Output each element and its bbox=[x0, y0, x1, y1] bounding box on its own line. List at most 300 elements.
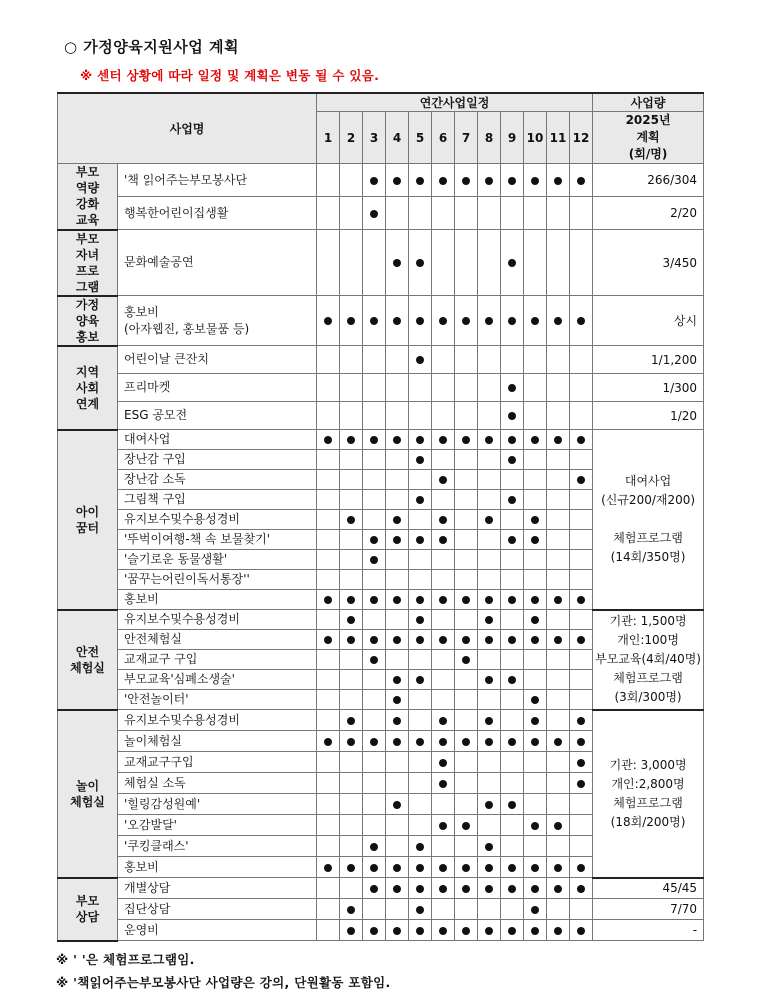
month-cell-4 bbox=[386, 374, 409, 402]
month-cell-10 bbox=[524, 815, 547, 836]
month-cell-3 bbox=[363, 430, 386, 450]
scheduled-dot-icon bbox=[347, 436, 355, 444]
scheduled-dot-icon bbox=[416, 356, 424, 364]
scheduled-dot-icon bbox=[416, 436, 424, 444]
volume-cell: 266/304 bbox=[593, 164, 704, 197]
category-label-line: 부모 bbox=[75, 894, 100, 908]
month-cell-5 bbox=[409, 296, 432, 346]
scheduled-dot-icon bbox=[531, 436, 539, 444]
scheduled-dot-icon bbox=[577, 476, 585, 484]
month-cell-3 bbox=[363, 794, 386, 815]
month-cell-10 bbox=[524, 164, 547, 197]
month-cell-4 bbox=[386, 490, 409, 510]
month-cell-7 bbox=[455, 230, 478, 296]
scheduled-dot-icon bbox=[485, 596, 493, 604]
program-name: 안전체험실 bbox=[124, 632, 182, 646]
month-cell-9 bbox=[501, 450, 524, 470]
scheduled-dot-icon bbox=[393, 696, 401, 704]
category-label-line: 역량 bbox=[75, 181, 100, 196]
scheduled-dot-icon bbox=[439, 636, 447, 644]
program-name-cell bbox=[118, 710, 317, 731]
month-cell-3 bbox=[363, 470, 386, 490]
month-cell-10 bbox=[524, 490, 547, 510]
program-name: 대여사업 bbox=[124, 432, 171, 446]
month-cell-1 bbox=[317, 710, 340, 731]
volume-line: (3회/300명) bbox=[614, 690, 682, 704]
program-name-cell bbox=[118, 794, 317, 815]
volume-subheader bbox=[593, 112, 704, 164]
month-cell-7 bbox=[455, 164, 478, 197]
scheduled-dot-icon bbox=[508, 536, 516, 544]
month-cell-9 bbox=[501, 690, 524, 710]
month-cell-12 bbox=[570, 570, 593, 590]
month-cell-1 bbox=[317, 430, 340, 450]
month-cell-3 bbox=[363, 731, 386, 752]
scheduled-dot-icon bbox=[577, 759, 585, 767]
program-name: 유지보수및수용성경비 bbox=[124, 612, 240, 626]
scheduled-dot-icon bbox=[439, 885, 447, 893]
month-cell-2 bbox=[340, 296, 363, 346]
month-cell-3 bbox=[363, 630, 386, 650]
month-cell-2 bbox=[340, 650, 363, 670]
month-cell-5 bbox=[409, 690, 432, 710]
scheduled-dot-icon bbox=[508, 676, 516, 684]
month-cell-3 bbox=[363, 899, 386, 920]
scheduled-dot-icon bbox=[531, 906, 539, 914]
month-cell-1 bbox=[317, 510, 340, 530]
month-cell-8 bbox=[478, 510, 501, 530]
scheduled-dot-icon bbox=[577, 177, 585, 185]
month-cell-6 bbox=[432, 899, 455, 920]
scheduled-dot-icon bbox=[577, 885, 585, 893]
month-cell-6 bbox=[432, 230, 455, 296]
scheduled-dot-icon bbox=[439, 927, 447, 935]
scheduled-dot-icon bbox=[508, 436, 516, 444]
scheduled-dot-icon bbox=[416, 177, 424, 185]
scheduled-dot-icon bbox=[370, 864, 378, 872]
category-cell bbox=[58, 710, 118, 878]
month-cell-3 bbox=[363, 530, 386, 550]
program-name-cell bbox=[118, 773, 317, 794]
program-name-cell bbox=[118, 402, 317, 430]
month-cell-6 bbox=[432, 430, 455, 450]
scheduled-dot-icon bbox=[324, 738, 332, 746]
month-cell-8 bbox=[478, 530, 501, 550]
month-cell-6 bbox=[432, 470, 455, 490]
month-cell-6 bbox=[432, 570, 455, 590]
month-cell-11 bbox=[547, 878, 570, 899]
month-cell-7 bbox=[455, 374, 478, 402]
program-name: 교재교구구입 bbox=[124, 754, 194, 769]
category-cell bbox=[58, 610, 118, 710]
month-cell-11 bbox=[547, 510, 570, 530]
month-cell-1 bbox=[317, 490, 340, 510]
category-cell bbox=[58, 296, 118, 346]
month-cell-11 bbox=[547, 230, 570, 296]
scheduled-dot-icon bbox=[439, 822, 447, 830]
month-cell-7 bbox=[455, 430, 478, 450]
month-cell-9 bbox=[501, 590, 524, 610]
scheduled-dot-icon bbox=[531, 177, 539, 185]
month-cell-5 bbox=[409, 773, 432, 794]
month-cell-6 bbox=[432, 374, 455, 402]
month-cell-3 bbox=[363, 710, 386, 731]
program-name: '뚜벅이여행-책 속 보물찾기' bbox=[124, 532, 271, 546]
scheduled-dot-icon bbox=[485, 927, 493, 935]
month-cell-11 bbox=[547, 490, 570, 510]
month-cell-3 bbox=[363, 510, 386, 530]
scheduled-dot-icon bbox=[416, 596, 424, 604]
scheduled-dot-icon bbox=[462, 436, 470, 444]
month-cell-9 bbox=[501, 899, 524, 920]
program-name: '책 읽어주는부모봉사단 bbox=[124, 172, 248, 187]
month-cell-6 bbox=[432, 731, 455, 752]
volume-cell: 7/70 bbox=[593, 899, 704, 920]
scheduled-dot-icon bbox=[416, 616, 424, 624]
category-label-line: 가정 bbox=[75, 297, 100, 312]
table-row bbox=[58, 296, 704, 346]
month-cell-10 bbox=[524, 857, 547, 878]
scheduled-dot-icon bbox=[508, 636, 516, 644]
scheduled-dot-icon bbox=[508, 317, 516, 325]
month-cell-9 bbox=[501, 794, 524, 815]
scheduled-dot-icon bbox=[577, 317, 585, 325]
month-cell-5 bbox=[409, 430, 432, 450]
month-cell-1 bbox=[317, 731, 340, 752]
month-cell-1 bbox=[317, 630, 340, 650]
category-label-line: 꿈터 bbox=[75, 520, 100, 535]
scheduled-dot-icon bbox=[485, 676, 493, 684]
month-cell-4 bbox=[386, 650, 409, 670]
month-cell-7 bbox=[455, 650, 478, 670]
month-cell-12 bbox=[570, 197, 593, 230]
month-cell-3 bbox=[363, 402, 386, 430]
month-cell-5 bbox=[409, 590, 432, 610]
scheduled-dot-icon bbox=[439, 536, 447, 544]
month-cell-10 bbox=[524, 920, 547, 941]
scheduled-dot-icon bbox=[485, 885, 493, 893]
month-cell-2 bbox=[340, 630, 363, 650]
volume-cell: - bbox=[593, 920, 704, 941]
scheduled-dot-icon bbox=[485, 317, 493, 325]
program-name: 교재교구 구입 bbox=[124, 652, 198, 666]
scheduled-dot-icon bbox=[416, 906, 424, 914]
volume-line: 개인:2,800명 bbox=[611, 776, 685, 791]
program-name: 홍보비 bbox=[124, 304, 159, 319]
month-cell-1 bbox=[317, 164, 340, 197]
scheduled-dot-icon bbox=[439, 596, 447, 604]
month-cell-2 bbox=[340, 590, 363, 610]
month-cell-11 bbox=[547, 470, 570, 490]
month-cell-7 bbox=[455, 752, 478, 773]
month-cell-10 bbox=[524, 346, 547, 374]
table-row bbox=[58, 402, 704, 430]
scheduled-dot-icon bbox=[416, 864, 424, 872]
category-label-line: 안전 bbox=[75, 644, 100, 659]
schedule-change-notice: ※ 센터 상황에 따라 일정 및 계획은 변동 될 수 있음. bbox=[80, 68, 380, 83]
month-cell-12 bbox=[570, 490, 593, 510]
month-cell-12 bbox=[570, 710, 593, 731]
month-cell-1 bbox=[317, 690, 340, 710]
month-cell-7 bbox=[455, 296, 478, 346]
category-label-line: 홍보 bbox=[75, 329, 100, 344]
scheduled-dot-icon bbox=[554, 927, 562, 935]
month-cell-1 bbox=[317, 815, 340, 836]
month-cell-4 bbox=[386, 794, 409, 815]
month-cell-7 bbox=[455, 920, 478, 941]
month-cell-1 bbox=[317, 794, 340, 815]
scheduled-dot-icon bbox=[462, 317, 470, 325]
month-cell-2 bbox=[340, 773, 363, 794]
month-cell-9 bbox=[501, 570, 524, 590]
scheduled-dot-icon bbox=[485, 843, 493, 851]
month-cell-12 bbox=[570, 296, 593, 346]
month-cell-5 bbox=[409, 670, 432, 690]
program-name-cell bbox=[118, 490, 317, 510]
month-cell-4 bbox=[386, 402, 409, 430]
month-header-11: 11 bbox=[547, 112, 570, 164]
scheduled-dot-icon bbox=[439, 738, 447, 746]
volume-merged-cell bbox=[593, 610, 704, 710]
program-name-cell bbox=[118, 570, 317, 590]
scheduled-dot-icon bbox=[531, 927, 539, 935]
program-name-cell bbox=[118, 374, 317, 402]
scheduled-dot-icon bbox=[531, 822, 539, 830]
month-cell-9 bbox=[501, 920, 524, 941]
scheduled-dot-icon bbox=[347, 596, 355, 604]
month-cell-12 bbox=[570, 430, 593, 450]
month-cell-8 bbox=[478, 450, 501, 470]
scheduled-dot-icon bbox=[370, 927, 378, 935]
scheduled-dot-icon bbox=[370, 656, 378, 664]
month-cell-6 bbox=[432, 197, 455, 230]
volume-line: 기관: 1,500명 bbox=[609, 614, 687, 628]
table-row bbox=[58, 710, 704, 731]
month-cell-10 bbox=[524, 430, 547, 450]
scheduled-dot-icon bbox=[554, 177, 562, 185]
month-cell-2 bbox=[340, 920, 363, 941]
month-cell-7 bbox=[455, 346, 478, 374]
month-cell-1 bbox=[317, 590, 340, 610]
program-name: 놀이체험실 bbox=[124, 733, 182, 748]
month-cell-10 bbox=[524, 731, 547, 752]
month-cell-8 bbox=[478, 197, 501, 230]
month-cell-9 bbox=[501, 815, 524, 836]
scheduled-dot-icon bbox=[370, 177, 378, 185]
scheduled-dot-icon bbox=[393, 885, 401, 893]
month-cell-3 bbox=[363, 610, 386, 630]
month-cell-4 bbox=[386, 836, 409, 857]
month-cell-6 bbox=[432, 590, 455, 610]
program-name-cell bbox=[118, 815, 317, 836]
volume-line bbox=[593, 510, 703, 529]
month-cell-9 bbox=[501, 430, 524, 450]
month-cell-6 bbox=[432, 510, 455, 530]
month-cell-2 bbox=[340, 710, 363, 731]
month-cell-11 bbox=[547, 570, 570, 590]
category-label-line: 체험실 bbox=[70, 660, 105, 675]
month-cell-8 bbox=[478, 752, 501, 773]
scheduled-dot-icon bbox=[370, 885, 378, 893]
month-cell-2 bbox=[340, 490, 363, 510]
volume-cell: 상시 bbox=[593, 296, 704, 346]
month-cell-2 bbox=[340, 374, 363, 402]
program-name-cell bbox=[118, 346, 317, 374]
month-cell-7 bbox=[455, 530, 478, 550]
volume-line: 부모교육(4회/40명) bbox=[595, 652, 701, 666]
scheduled-dot-icon bbox=[531, 596, 539, 604]
month-cell-8 bbox=[478, 164, 501, 197]
month-cell-9 bbox=[501, 490, 524, 510]
month-cell-10 bbox=[524, 550, 547, 570]
month-cell-11 bbox=[547, 899, 570, 920]
scheduled-dot-icon bbox=[347, 516, 355, 524]
program-name-cell bbox=[118, 650, 317, 670]
month-cell-12 bbox=[570, 650, 593, 670]
month-cell-5 bbox=[409, 857, 432, 878]
month-cell-2 bbox=[340, 731, 363, 752]
month-cell-11 bbox=[547, 450, 570, 470]
scheduled-dot-icon bbox=[393, 536, 401, 544]
month-cell-10 bbox=[524, 530, 547, 550]
month-cell-12 bbox=[570, 878, 593, 899]
month-cell-5 bbox=[409, 510, 432, 530]
month-cell-4 bbox=[386, 630, 409, 650]
month-cell-11 bbox=[547, 836, 570, 857]
month-cell-1 bbox=[317, 857, 340, 878]
scheduled-dot-icon bbox=[324, 596, 332, 604]
scheduled-dot-icon bbox=[554, 864, 562, 872]
month-cell-6 bbox=[432, 878, 455, 899]
program-name-cell bbox=[118, 610, 317, 630]
program-name: 프리마켓 bbox=[124, 380, 171, 394]
month-cell-2 bbox=[340, 752, 363, 773]
month-cell-8 bbox=[478, 374, 501, 402]
month-cell-9 bbox=[501, 630, 524, 650]
month-cell-12 bbox=[570, 470, 593, 490]
category-label-line: 부모 bbox=[75, 231, 100, 246]
month-cell-2 bbox=[340, 815, 363, 836]
month-cell-6 bbox=[432, 296, 455, 346]
month-cell-7 bbox=[455, 550, 478, 570]
month-cell-12 bbox=[570, 590, 593, 610]
month-cell-11 bbox=[547, 815, 570, 836]
month-cell-2 bbox=[340, 450, 363, 470]
month-cell-7 bbox=[455, 610, 478, 630]
month-cell-2 bbox=[340, 530, 363, 550]
scheduled-dot-icon bbox=[439, 864, 447, 872]
category-cell bbox=[58, 164, 118, 230]
scheduled-dot-icon bbox=[508, 456, 516, 464]
month-cell-4 bbox=[386, 346, 409, 374]
scheduled-dot-icon bbox=[485, 738, 493, 746]
month-cell-5 bbox=[409, 752, 432, 773]
month-cell-8 bbox=[478, 346, 501, 374]
footnote-experience: ※ ' '은 체험프로그램임. bbox=[56, 952, 195, 967]
month-cell-6 bbox=[432, 450, 455, 470]
month-cell-4 bbox=[386, 510, 409, 530]
month-cell-8 bbox=[478, 470, 501, 490]
month-cell-7 bbox=[455, 510, 478, 530]
scheduled-dot-icon bbox=[439, 177, 447, 185]
volume-line: 대여사업 bbox=[624, 473, 672, 488]
month-cell-5 bbox=[409, 164, 432, 197]
scheduled-dot-icon bbox=[439, 717, 447, 725]
scheduled-dot-icon bbox=[462, 636, 470, 644]
month-cell-8 bbox=[478, 794, 501, 815]
month-cell-11 bbox=[547, 690, 570, 710]
month-cell-3 bbox=[363, 570, 386, 590]
month-cell-5 bbox=[409, 197, 432, 230]
month-cell-2 bbox=[340, 550, 363, 570]
month-cell-7 bbox=[455, 878, 478, 899]
month-cell-3 bbox=[363, 920, 386, 941]
month-header-10: 10 bbox=[524, 112, 547, 164]
program-name: 홍보비 bbox=[124, 592, 159, 606]
scheduled-dot-icon bbox=[577, 927, 585, 935]
month-cell-8 bbox=[478, 710, 501, 731]
scheduled-dot-icon bbox=[462, 656, 470, 664]
scheduled-dot-icon bbox=[462, 864, 470, 872]
scheduled-dot-icon bbox=[485, 516, 493, 524]
scheduled-dot-icon bbox=[508, 177, 516, 185]
month-cell-10 bbox=[524, 402, 547, 430]
month-cell-6 bbox=[432, 752, 455, 773]
month-cell-11 bbox=[547, 164, 570, 197]
month-cell-11 bbox=[547, 920, 570, 941]
month-cell-1 bbox=[317, 296, 340, 346]
scheduled-dot-icon bbox=[324, 436, 332, 444]
program-name-cell bbox=[118, 752, 317, 773]
month-cell-5 bbox=[409, 570, 432, 590]
month-cell-6 bbox=[432, 346, 455, 374]
scheduled-dot-icon bbox=[416, 317, 424, 325]
month-cell-9 bbox=[501, 650, 524, 670]
month-cell-12 bbox=[570, 815, 593, 836]
month-cell-10 bbox=[524, 570, 547, 590]
month-cell-1 bbox=[317, 570, 340, 590]
scheduled-dot-icon bbox=[531, 616, 539, 624]
month-cell-3 bbox=[363, 164, 386, 197]
month-cell-3 bbox=[363, 815, 386, 836]
month-cell-1 bbox=[317, 470, 340, 490]
program-name-cell bbox=[118, 836, 317, 857]
scheduled-dot-icon bbox=[393, 436, 401, 444]
month-cell-2 bbox=[340, 670, 363, 690]
month-cell-4 bbox=[386, 470, 409, 490]
scheduled-dot-icon bbox=[416, 843, 424, 851]
month-cell-1 bbox=[317, 230, 340, 296]
month-cell-4 bbox=[386, 731, 409, 752]
month-cell-8 bbox=[478, 570, 501, 590]
program-name: 그림책 구입 bbox=[124, 492, 186, 506]
month-cell-11 bbox=[547, 374, 570, 402]
month-cell-8 bbox=[478, 878, 501, 899]
section-title: ○ 가정양육지원사업 계획 bbox=[64, 38, 239, 56]
volume-line: 체험프로그램 bbox=[613, 795, 683, 810]
scheduled-dot-icon bbox=[347, 864, 355, 872]
scheduled-dot-icon bbox=[531, 536, 539, 544]
scheduled-dot-icon bbox=[531, 738, 539, 746]
month-cell-10 bbox=[524, 230, 547, 296]
month-cell-7 bbox=[455, 690, 478, 710]
month-cell-4 bbox=[386, 815, 409, 836]
month-cell-9 bbox=[501, 878, 524, 899]
month-cell-4 bbox=[386, 570, 409, 590]
month-cell-5 bbox=[409, 710, 432, 731]
month-cell-11 bbox=[547, 773, 570, 794]
month-cell-8 bbox=[478, 857, 501, 878]
